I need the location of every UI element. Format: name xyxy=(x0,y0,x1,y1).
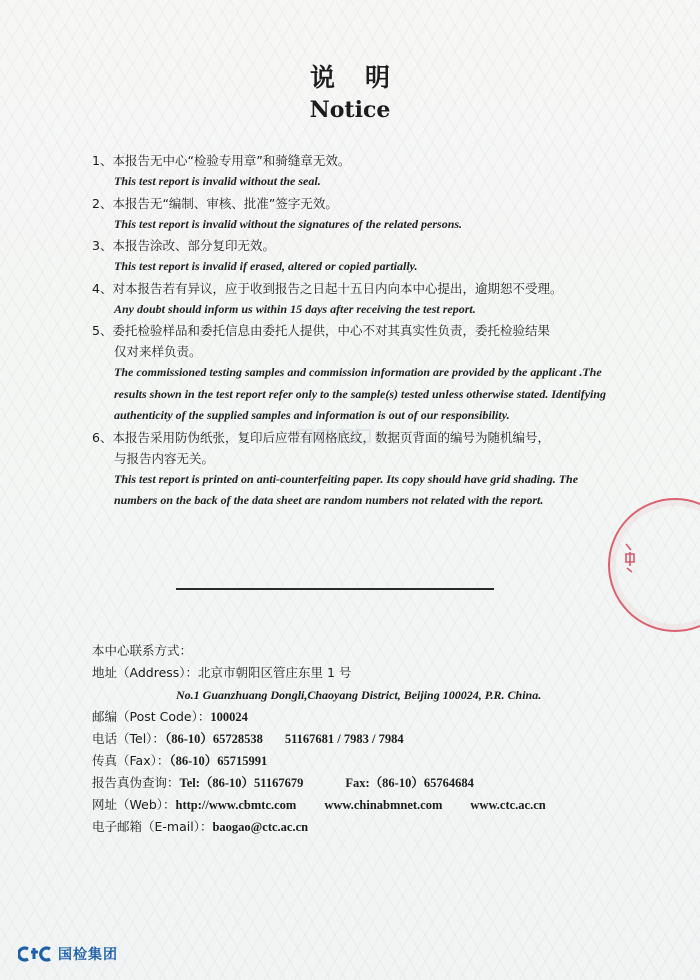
postcode-value: 100024 xyxy=(210,710,248,724)
notice-text-en: This test report is invalid without the signatures of the related persons. xyxy=(114,216,463,231)
notice-text-cn: 本报告采用防伪纸张，复印后应带有网格底纹，数据页背面的编号为随机编号， xyxy=(112,429,550,445)
verify-tel: Tel:（86-10）51167679 xyxy=(179,776,304,790)
ctc-logo-icon xyxy=(18,944,54,964)
address-row xyxy=(92,662,652,684)
notice-number: 2、 xyxy=(92,195,113,211)
notice-number: 6、 xyxy=(92,429,113,445)
notice-number: 4、 xyxy=(92,280,113,296)
notice-list xyxy=(92,150,620,512)
notice-text-cn: 本报告无“编制、审核、批准”签字无效。 xyxy=(112,195,338,211)
notice-item-4 xyxy=(92,278,620,321)
fax-label: 传真（Fax）： xyxy=(92,753,170,768)
notice-text-cn-continued: 与报告内容无关。 xyxy=(114,450,215,466)
notice-item-2 xyxy=(92,193,620,236)
notice-text-en: Any doubt should inform us within 15 days after receiving the test report. xyxy=(114,301,476,316)
address-en: No.1 Guanzhuang Dongli,Chaoyang District, Beijing 100024, P.R. China. xyxy=(176,688,542,702)
logo-text: 国检集团 xyxy=(58,947,118,963)
web-row xyxy=(92,794,652,816)
notice-number: 5、 xyxy=(92,323,113,338)
postcode-label: 邮编（Post Code）： xyxy=(92,709,211,724)
title-english: Notice xyxy=(309,97,391,123)
verify-row xyxy=(92,772,652,794)
notice-text-cn: 委托检验样品和委托信息由委托人提供，中心不对其真实性负责，委托检验结果 xyxy=(112,323,550,338)
section-divider xyxy=(176,588,494,590)
email-link[interactable]: baogao@ctc.ac.cn xyxy=(212,820,309,834)
notice-text-cn: 本报告无中心“检验专用章”和骑缝章无效。 xyxy=(112,153,351,168)
address-cn: 北京市朝阳区管庄东里 1 号 xyxy=(198,665,352,680)
watermark-icon xyxy=(296,428,372,444)
verify-label: 报告真伪查询： xyxy=(92,775,180,790)
notice-text-en: This test report is printed on anti-counterfeiting paper. Its copy should have grid shading. The numbers on the back of the data sheet are random numbers not related with the report. xyxy=(114,471,579,507)
notice-item-1 xyxy=(92,150,620,193)
email-label: 电子邮箱（E-mail）： xyxy=(92,819,213,834)
contact-heading: 本中心联系方式： xyxy=(92,643,193,658)
notice-text-en: This test report is invalid without the seal. xyxy=(114,174,321,188)
notice-text-cn-continued: 仅对来样负责。 xyxy=(114,344,202,359)
notice-text-cn: 本报告涂改、部分复印无效。 xyxy=(112,238,275,253)
verify-fax: Fax:（86-10）65764684 xyxy=(345,776,474,790)
ctc-logo xyxy=(18,944,118,964)
notice-text-en: The commissioned testing samples and commission information are provided by the applicant .The results shown in the test report refer only to the sample(s) tested unless otherwise stated. Identifying authenticity of the supplied samples and information is out of our responsibility. xyxy=(114,365,607,422)
notice-number: 1、 xyxy=(92,153,113,168)
notice-number: 3、 xyxy=(92,238,113,253)
contact-section xyxy=(92,640,652,838)
notice-text-cn: 对本报告若有异议，应于收到报告之日起十五日内向本中心提出，逾期恕不受理。 xyxy=(112,280,563,296)
notice-item-3 xyxy=(92,235,620,278)
tel-value-1: （86-10）65728538 xyxy=(164,732,263,746)
address-label: 地址（Address）： xyxy=(92,665,199,680)
email-row xyxy=(92,816,652,838)
seal-fragment-icon xyxy=(622,540,640,574)
notice-text-en: This test report is invalid if erased, altered or copied partially. xyxy=(114,259,418,273)
fax-value: （86-10）65715991 xyxy=(169,754,268,768)
web-link-1[interactable]: http://www.cbmtc.com xyxy=(175,798,297,812)
tel-value-2: 51167681 / 7983 / 7984 xyxy=(284,732,404,746)
tel-label: 电话（Tel）： xyxy=(92,731,165,746)
notice-item-5 xyxy=(92,320,620,427)
fax-row xyxy=(92,750,652,772)
web-label: 网址（Web）： xyxy=(92,797,176,812)
web-link-3[interactable]: www.ctc.ac.cn xyxy=(470,798,546,812)
web-link-2[interactable]: www.chinabmnet.com xyxy=(324,798,443,812)
title-chinese: 说明 xyxy=(309,63,420,92)
tel-row xyxy=(92,728,652,750)
postcode-row xyxy=(92,706,652,728)
